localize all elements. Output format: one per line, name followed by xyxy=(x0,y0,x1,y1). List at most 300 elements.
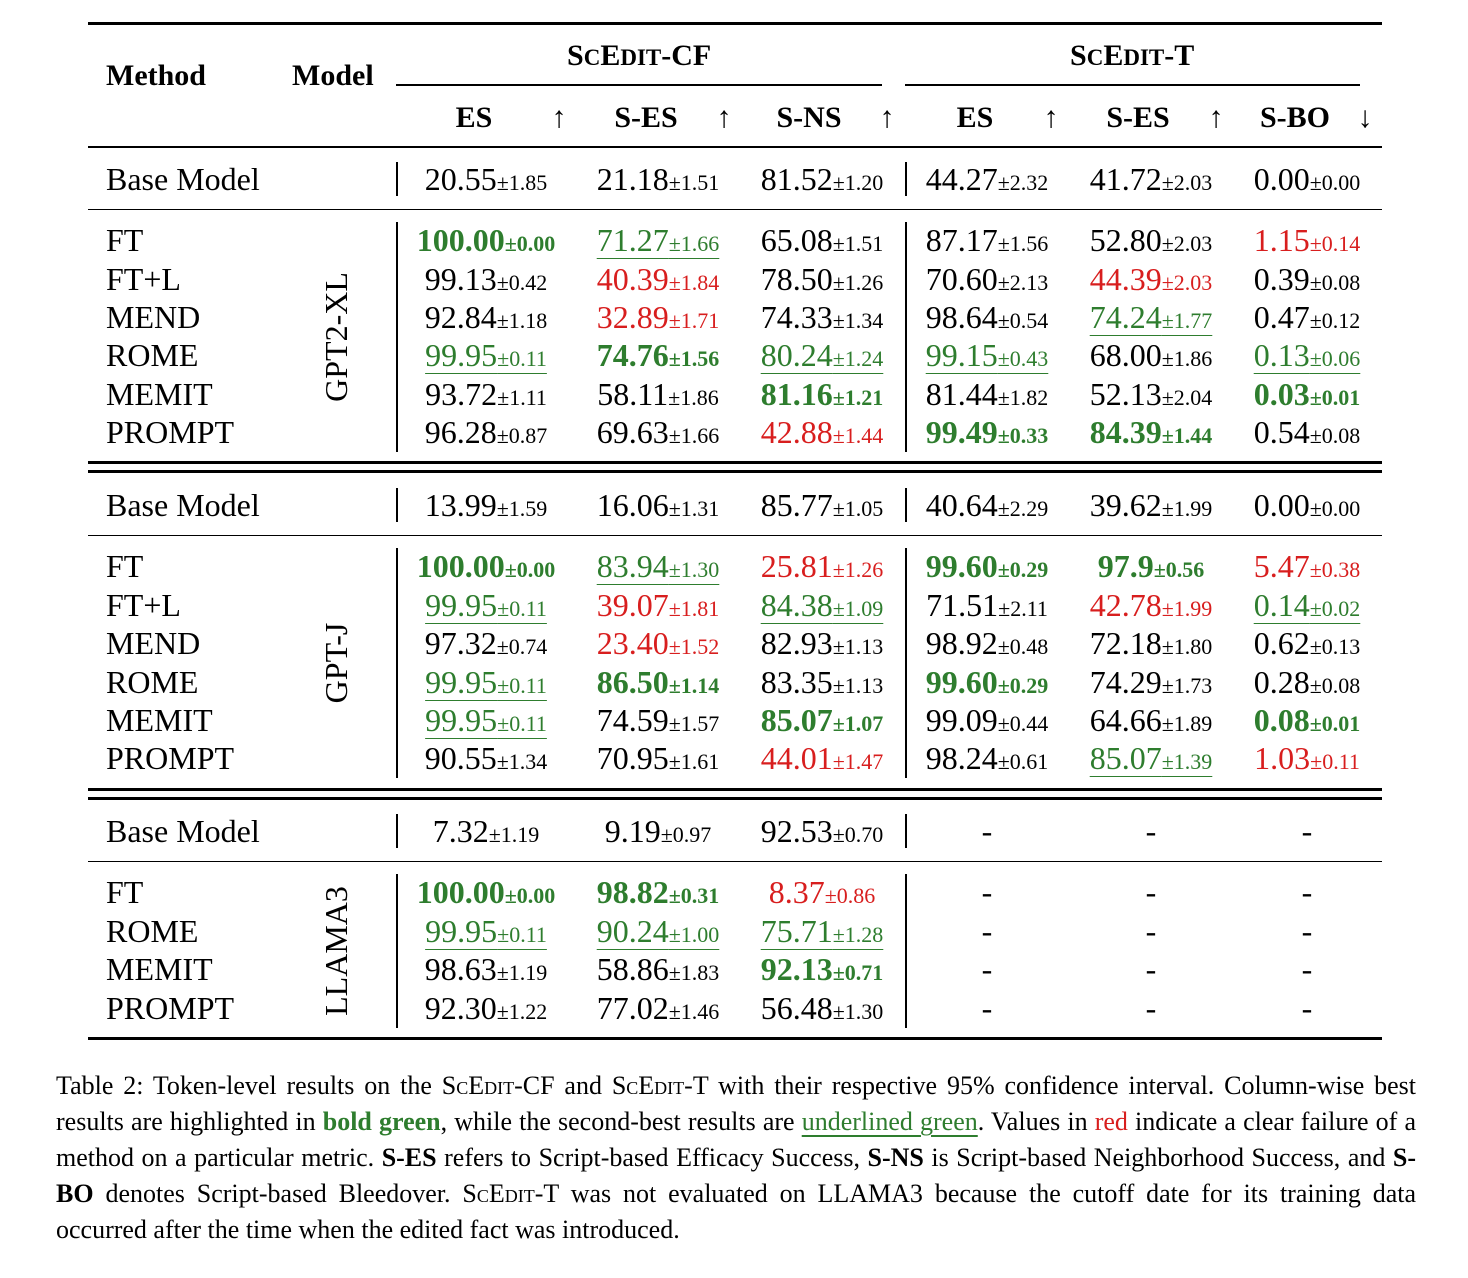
confidence-interval: ±1.44 xyxy=(832,423,884,448)
value-group xyxy=(597,913,720,949)
double-rule-0-0 xyxy=(88,461,1382,464)
base-row-0-cell-1 xyxy=(597,161,720,201)
body-divider-1-0 xyxy=(396,548,398,778)
value-group xyxy=(597,740,720,776)
base-row-divider-2-0 xyxy=(396,814,398,848)
double-rule-0-1 xyxy=(88,470,1382,473)
value: 32.89 xyxy=(596,299,669,335)
confidence-interval: ±2.03 xyxy=(1161,270,1213,295)
value-group xyxy=(761,299,884,335)
metric-header-1: S-ES xyxy=(614,101,678,134)
value: 42.88 xyxy=(760,414,833,450)
value-group xyxy=(1254,161,1361,197)
confidence-interval: ±2.03 xyxy=(1161,170,1213,195)
value: 100.00 xyxy=(416,548,505,584)
value-group xyxy=(597,587,720,623)
value: 75.71 xyxy=(760,913,833,949)
value-group xyxy=(425,161,548,197)
row-0-0-cell-4 xyxy=(1090,222,1213,262)
confidence-interval: ±1.89 xyxy=(1161,711,1213,736)
value-group xyxy=(1090,625,1213,661)
value-group xyxy=(1254,702,1361,738)
base-row-0-cell-3 xyxy=(926,161,1049,201)
row-0-3-cell-5 xyxy=(1254,337,1361,377)
value-group xyxy=(1254,487,1361,523)
value-group xyxy=(761,913,884,949)
value-group xyxy=(1254,414,1361,450)
confidence-interval: ±1.84 xyxy=(668,270,720,295)
row-2-3-cell-0 xyxy=(425,990,548,1030)
value-group xyxy=(1254,548,1361,584)
value: 99.49 xyxy=(925,414,998,450)
row-0-3-cell-4 xyxy=(1090,337,1213,377)
value-group xyxy=(761,376,884,412)
row-1-3-cell-1 xyxy=(597,664,720,704)
value-group xyxy=(417,874,556,910)
value: 1.03 xyxy=(1254,740,1311,776)
body-divider-2-0 xyxy=(396,874,398,1028)
value: 44.39 xyxy=(1089,261,1162,297)
table-caption: Table 2: Token-level results on the ScEdit-CF and ScEdit-T with their respective 95% confidence interval. Column-wise best results are highlighted in bold green, while the second-best results are underlined green. Values in red indicate a clear failure of a method on a particular metric. S-ES refers to Script-based Efficacy Success, S-NS is Script-based Neighborhood Success, and S-BO denotes Script-based Bleedover. ScEdit-T was not evaluated on LLAMA3 because the cutoff date for its training data occurred after the time when the edited fact was introduced. xyxy=(56,1071,1417,1244)
value-group xyxy=(1254,261,1361,297)
value: 81.52 xyxy=(760,161,833,197)
value: 83.94 xyxy=(596,548,669,584)
confidence-interval: ±0.01 xyxy=(1309,711,1361,736)
row-2-2-cell-0 xyxy=(425,951,548,991)
value: 0.54 xyxy=(1253,414,1310,450)
value-group xyxy=(1302,990,1313,1026)
value-group xyxy=(425,702,547,738)
row-2-2-cell-2 xyxy=(761,951,884,991)
row-0-0-cell-0 xyxy=(417,222,556,262)
row-2-0-cell-2 xyxy=(769,874,876,914)
value: - xyxy=(1145,990,1157,1026)
method-label: FT xyxy=(106,548,144,584)
row-2-0-cell-1 xyxy=(597,874,720,914)
value-group xyxy=(1090,376,1213,412)
row-1-4-cell-5 xyxy=(1254,702,1361,742)
row-2-1-cell-4 xyxy=(1146,913,1157,949)
metric-header-5: S-BO xyxy=(1259,101,1331,134)
value-group xyxy=(597,161,720,197)
value-group xyxy=(1302,951,1313,987)
value-group xyxy=(425,913,547,949)
value: 99.09 xyxy=(925,702,998,738)
base-row-2-cell-5 xyxy=(1302,813,1313,849)
double-rule-1-0 xyxy=(88,788,1382,791)
value-group xyxy=(597,702,720,738)
base-row-1-cell-4 xyxy=(1090,487,1213,527)
confidence-interval: ±0.74 xyxy=(496,634,548,659)
row-0-2-cell-3 xyxy=(926,299,1049,339)
method-label: MEND xyxy=(106,625,201,661)
row-0-2-cell-0 xyxy=(425,299,548,339)
value: - xyxy=(1301,874,1313,910)
method-label: FT xyxy=(106,874,144,910)
row-1-2-cell-1 xyxy=(597,625,720,665)
confidence-interval: ±0.48 xyxy=(997,634,1049,659)
value: 0.28 xyxy=(1253,664,1310,700)
body-divider-2-1 xyxy=(905,874,907,1028)
confidence-interval: ±0.38 xyxy=(1309,557,1361,582)
value-group xyxy=(761,222,884,258)
confidence-interval: ±1.73 xyxy=(1161,673,1213,698)
group-header-scedit-cf: SCEDIT-CF xyxy=(567,39,712,72)
base-row-2-cell-0 xyxy=(433,813,540,853)
method-label: ROME xyxy=(106,337,199,373)
row-1-4-cell-3 xyxy=(926,702,1049,742)
value-group xyxy=(982,913,993,949)
row-2-3-cell-3 xyxy=(982,990,993,1026)
value-group xyxy=(761,740,884,776)
value: 56.48 xyxy=(760,990,833,1026)
confidence-interval: ±0.00 xyxy=(504,231,556,256)
value-group xyxy=(1302,813,1313,849)
base-model-label-2: Base Model xyxy=(106,813,260,849)
value-group xyxy=(597,990,720,1026)
confidence-interval: ±1.51 xyxy=(668,170,720,195)
value: - xyxy=(1301,813,1313,849)
confidence-interval: ±1.77 xyxy=(1161,308,1213,333)
confidence-interval: ±1.14 xyxy=(668,673,720,698)
confidence-interval: ±1.19 xyxy=(496,960,548,985)
value-group xyxy=(425,299,548,335)
confidence-interval: ±1.81 xyxy=(668,596,720,621)
confidence-interval: ±1.46 xyxy=(668,999,720,1024)
confidence-interval: ±2.11 xyxy=(998,596,1048,621)
confidence-interval: ±1.13 xyxy=(832,673,884,698)
row-2-2-cell-5 xyxy=(1302,951,1313,987)
row-2-3-cell-2 xyxy=(761,990,884,1030)
row-1-3-cell-5 xyxy=(1254,664,1361,704)
value-group xyxy=(1090,702,1213,738)
row-1-4-cell-1 xyxy=(597,702,720,742)
value: 71.27 xyxy=(596,222,669,258)
row-1-0-cell-1 xyxy=(597,548,720,588)
value: 71.51 xyxy=(926,587,999,623)
base-row-rule-0 xyxy=(88,209,1382,210)
value-group xyxy=(425,625,548,661)
metric-arrow-5: ↓ xyxy=(1357,101,1373,134)
value-group xyxy=(1090,337,1213,373)
value-group xyxy=(597,548,720,584)
confidence-interval: ±1.30 xyxy=(668,557,720,582)
confidence-interval: ±1.26 xyxy=(832,557,884,582)
confidence-interval: ±1.28 xyxy=(832,922,884,947)
row-1-0-cell-0 xyxy=(417,548,556,588)
value: 85.77 xyxy=(760,487,833,523)
row-0-5-cell-5 xyxy=(1254,414,1361,454)
confidence-interval: ±2.03 xyxy=(1161,231,1213,256)
confidence-interval: ±1.18 xyxy=(496,308,548,333)
metric-arrow-0: ↑ xyxy=(551,101,567,134)
row-1-0-cell-2 xyxy=(761,548,884,588)
base-row-2-cell-1 xyxy=(605,813,712,853)
value: 70.60 xyxy=(925,261,998,297)
confidence-interval: ±0.00 xyxy=(1309,496,1361,521)
confidence-interval: ±1.83 xyxy=(668,960,720,985)
group-rule-t xyxy=(905,84,1360,86)
confidence-interval: ±0.43 xyxy=(997,346,1049,371)
value: 99.95 xyxy=(425,587,498,623)
value-group xyxy=(433,813,540,849)
value-group xyxy=(425,587,547,623)
value: 0.13 xyxy=(1253,337,1310,373)
value-group xyxy=(926,625,1049,661)
value: 0.39 xyxy=(1253,261,1310,297)
metric-header-0: ES xyxy=(455,101,493,134)
value-group xyxy=(926,487,1049,523)
value: 68.00 xyxy=(1089,337,1162,373)
value: 41.72 xyxy=(1089,161,1162,197)
value: - xyxy=(1145,813,1157,849)
value: 99.60 xyxy=(925,548,998,584)
value-group xyxy=(761,161,884,197)
base-row-divider-1-0 xyxy=(396,488,398,522)
confidence-interval: ±2.13 xyxy=(997,270,1049,295)
value-group xyxy=(1254,337,1361,373)
value-group xyxy=(1090,222,1213,258)
red-legend: red xyxy=(1094,1107,1128,1136)
value: 39.07 xyxy=(596,587,669,623)
row-0-2-cell-5 xyxy=(1254,299,1361,339)
value: 99.15 xyxy=(925,337,998,373)
confidence-interval: ±0.11 xyxy=(497,922,547,947)
value-group xyxy=(982,813,993,849)
row-0-4-cell-4 xyxy=(1090,376,1213,416)
bottom-rule xyxy=(88,1037,1382,1040)
row-0-3-cell-3 xyxy=(926,337,1049,377)
value-group xyxy=(1254,376,1361,412)
value: 0.00 xyxy=(1253,161,1310,197)
value-group xyxy=(926,299,1049,335)
value-group xyxy=(926,161,1049,197)
row-0-2-cell-4 xyxy=(1090,299,1213,339)
value-group xyxy=(425,337,547,373)
confidence-interval: ±0.11 xyxy=(497,673,547,698)
value: - xyxy=(981,951,993,987)
value: 0.08 xyxy=(1253,702,1310,738)
row-1-4-cell-2 xyxy=(761,702,884,742)
confidence-interval: ±0.11 xyxy=(497,346,547,371)
value: 65.08 xyxy=(760,222,833,258)
confidence-interval: ±1.80 xyxy=(1161,634,1213,659)
value: - xyxy=(1301,913,1313,949)
row-0-5-cell-3 xyxy=(926,414,1049,454)
confidence-interval: ±0.71 xyxy=(832,960,884,985)
method-header: Method xyxy=(106,59,206,92)
row-0-5-cell-1 xyxy=(597,414,720,454)
value-group xyxy=(425,664,547,700)
confidence-interval: ±2.32 xyxy=(997,170,1049,195)
value: 0.14 xyxy=(1253,587,1310,623)
row-0-5-cell-2 xyxy=(761,414,884,454)
base-row-divider-2-1 xyxy=(905,814,907,848)
value-group xyxy=(1302,874,1313,910)
confidence-interval: ±0.08 xyxy=(1309,423,1361,448)
confidence-interval: ±1.24 xyxy=(832,346,884,371)
row-1-3-cell-2 xyxy=(761,664,884,704)
value-group xyxy=(1254,740,1360,776)
metric-header-3: ES xyxy=(956,101,994,134)
value-group xyxy=(1146,990,1157,1026)
value-group xyxy=(597,664,720,700)
row-1-1-cell-4 xyxy=(1090,587,1213,627)
confidence-interval: ±1.61 xyxy=(668,749,720,774)
row-1-0-cell-5 xyxy=(1254,548,1361,588)
confidence-interval: ±0.00 xyxy=(1309,170,1361,195)
value: 81.16 xyxy=(760,376,833,412)
row-0-2-cell-1 xyxy=(597,299,720,339)
value-group xyxy=(769,874,876,910)
value: 44.01 xyxy=(760,740,833,776)
confidence-interval: ±1.34 xyxy=(832,308,884,333)
value: 86.50 xyxy=(596,664,669,700)
value-group xyxy=(1098,548,1205,584)
value: 97.9 xyxy=(1097,548,1154,584)
value: 100.00 xyxy=(416,874,505,910)
value-group xyxy=(425,951,548,987)
row-0-5-cell-4 xyxy=(1090,414,1213,454)
value-group xyxy=(1090,740,1213,776)
confidence-interval: ±1.31 xyxy=(668,496,720,521)
header-bottom-rule xyxy=(88,146,1382,148)
value-group xyxy=(1090,261,1213,297)
confidence-interval: ±0.44 xyxy=(997,711,1049,736)
top-rule xyxy=(88,22,1382,25)
confidence-interval: ±0.42 xyxy=(496,270,548,295)
value-group xyxy=(597,337,720,373)
row-2-1-cell-2 xyxy=(761,913,884,953)
metric-header-2: S-NS xyxy=(776,101,842,134)
value: 9.19 xyxy=(604,813,661,849)
base-row-2-cell-3 xyxy=(982,813,993,849)
value: 98.63 xyxy=(424,951,497,987)
confidence-interval: ±0.86 xyxy=(824,883,876,908)
row-0-1-cell-2 xyxy=(761,261,884,301)
confidence-interval: ±0.08 xyxy=(1309,673,1361,698)
row-2-0-cell-5 xyxy=(1302,874,1313,910)
row-1-1-cell-0 xyxy=(425,587,547,627)
value: 58.11 xyxy=(597,376,669,412)
value: 78.50 xyxy=(760,261,833,297)
confidence-interval: ±1.34 xyxy=(496,749,548,774)
value-group xyxy=(761,414,884,450)
value: - xyxy=(981,990,993,1026)
metric-arrow-4: ↑ xyxy=(1208,101,1224,134)
value: 92.84 xyxy=(424,299,497,335)
base-row-1-cell-5 xyxy=(1254,487,1361,527)
value: 58.86 xyxy=(596,951,669,987)
base-row-1-cell-3 xyxy=(926,487,1049,527)
value: 93.72 xyxy=(425,376,498,412)
row-0-1-cell-1 xyxy=(597,261,720,301)
row-0-4-cell-0 xyxy=(425,376,547,416)
row-0-0-cell-5 xyxy=(1254,222,1361,262)
value: - xyxy=(1145,951,1157,987)
confidence-interval: ±0.61 xyxy=(997,749,1049,774)
row-0-4-cell-2 xyxy=(761,376,884,416)
value-group xyxy=(605,813,712,849)
value: 40.64 xyxy=(925,487,998,523)
row-0-1-cell-5 xyxy=(1254,261,1361,301)
value: 74.24 xyxy=(1089,299,1162,335)
value: 52.80 xyxy=(1089,222,1162,258)
value-group xyxy=(597,299,720,335)
confidence-interval: ±1.66 xyxy=(668,231,720,256)
confidence-interval: ±1.71 xyxy=(668,308,720,333)
value-group xyxy=(761,625,884,661)
row-2-2-cell-1 xyxy=(597,951,720,991)
value: 13.99 xyxy=(424,487,497,523)
confidence-interval: ±1.99 xyxy=(1161,596,1213,621)
row-2-3-cell-5 xyxy=(1302,990,1313,1026)
value: 99.95 xyxy=(425,702,498,738)
value: 23.40 xyxy=(596,625,669,661)
value: 98.64 xyxy=(925,299,998,335)
value: 80.24 xyxy=(760,337,833,373)
metric-arrow-3: ↑ xyxy=(1043,101,1059,134)
base-row-2-cell-4 xyxy=(1146,813,1157,849)
method-label: MEMIT xyxy=(106,702,213,738)
method-label: ROME xyxy=(106,664,199,700)
model-label-1: GPT-J xyxy=(318,622,354,704)
confidence-interval: ±0.97 xyxy=(660,822,712,847)
value-group xyxy=(926,337,1049,373)
confidence-interval: ±2.29 xyxy=(997,496,1049,521)
confidence-interval: ±1.57 xyxy=(668,711,720,736)
confidence-interval: ±0.11 xyxy=(1310,749,1360,774)
value-group xyxy=(597,376,718,412)
confidence-interval: ±0.02 xyxy=(1309,596,1361,621)
value: 70.95 xyxy=(596,740,669,776)
confidence-interval: ±1.44 xyxy=(1161,423,1213,448)
value: 74.76 xyxy=(596,337,669,373)
confidence-interval: ±0.29 xyxy=(997,673,1049,698)
row-1-3-cell-3 xyxy=(926,664,1049,704)
value-group xyxy=(597,414,720,450)
confidence-interval: ±1.21 xyxy=(832,385,884,410)
value: 72.18 xyxy=(1089,625,1162,661)
confidence-interval: ±1.13 xyxy=(832,634,884,659)
value-group xyxy=(761,261,884,297)
value: 16.06 xyxy=(596,487,669,523)
value: 77.02 xyxy=(596,990,669,1026)
confidence-interval: ±0.12 xyxy=(1309,308,1361,333)
confidence-interval: ±1.66 xyxy=(668,423,720,448)
confidence-interval: ±0.11 xyxy=(497,711,547,736)
value: 8.37 xyxy=(768,874,825,910)
value: 98.92 xyxy=(925,625,998,661)
value: 96.28 xyxy=(424,414,497,450)
value: 0.47 xyxy=(1253,299,1310,335)
value: 21.18 xyxy=(596,161,669,197)
row-1-0-cell-3 xyxy=(926,548,1049,588)
value: 98.82 xyxy=(596,874,669,910)
row-0-3-cell-0 xyxy=(425,337,547,377)
value-group xyxy=(425,261,548,297)
confidence-interval: ±1.30 xyxy=(832,999,884,1024)
row-2-1-cell-5 xyxy=(1302,913,1313,949)
value-group xyxy=(425,990,548,1026)
method-label: MEND xyxy=(106,299,201,335)
base-row-divider-0-0 xyxy=(396,162,398,196)
group-rule-cf xyxy=(396,84,882,86)
row-1-1-cell-3 xyxy=(926,587,1048,627)
row-0-3-cell-1 xyxy=(597,337,720,377)
row-2-1-cell-1 xyxy=(597,913,720,953)
value: - xyxy=(1145,874,1157,910)
